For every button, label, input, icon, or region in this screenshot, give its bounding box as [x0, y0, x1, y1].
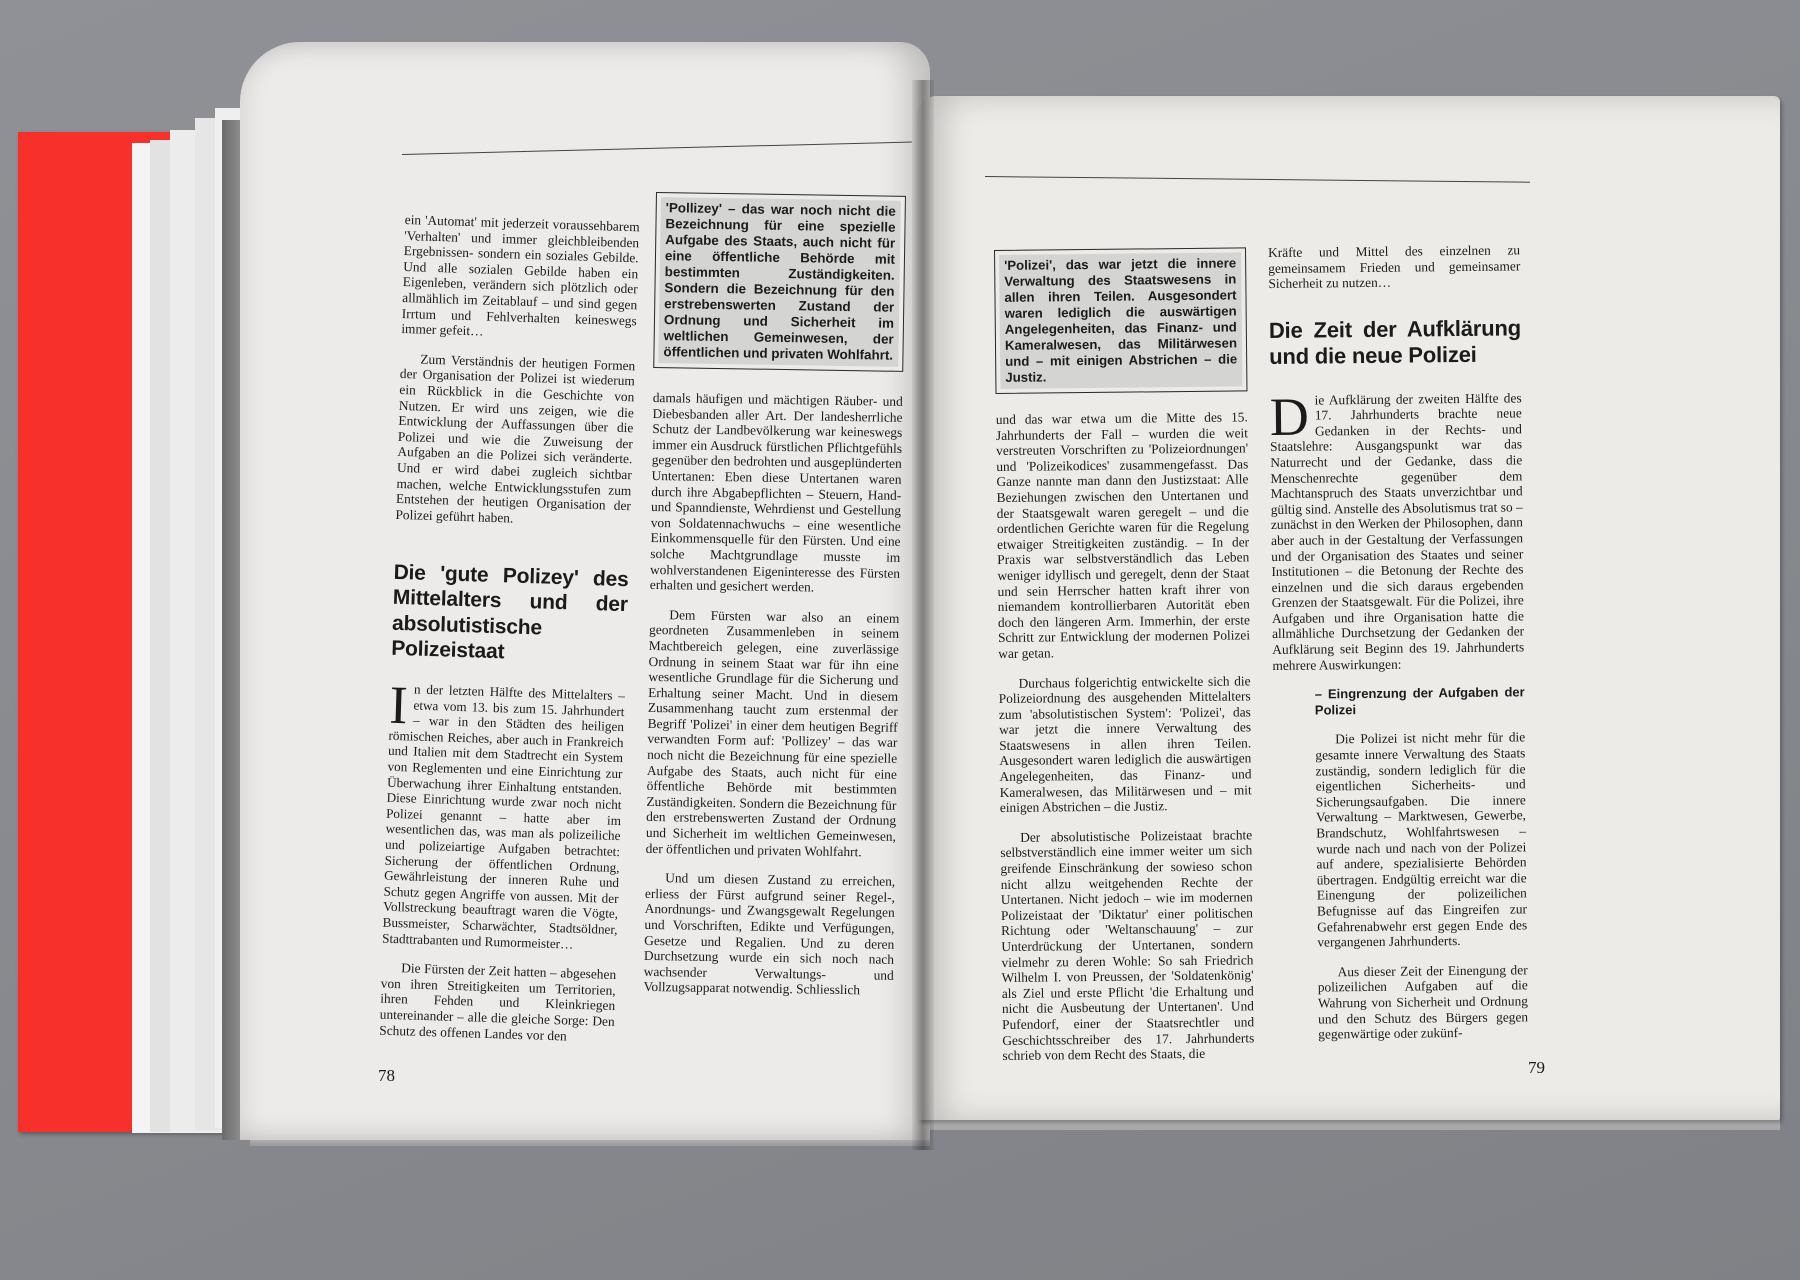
right-column-1 — [994, 247, 1255, 1077]
left-column-2 — [643, 192, 906, 1013]
paragraph: ein 'Automat' mit jederzeit voraussehbarem 'Verhalten' und immer gleichbleibenden Ergebnissen- sondern ein soziales Gebilde. Und alle sozialen Gebilde haben ein Eigenleben, verändern sich plötzlich oder allmählich im Zeitablauf – und sind gegen Irrtum und Fehlverhalten keineswegs immer gefeit… — [401, 212, 640, 339]
paragraph: Die Polizei ist nicht mehr für die gesamte innere Verwaltung des Staats zuständig, sondern lediglich für die eigentlichen Sicherheits- und Sicherungsaufgaben. Die innere Verwaltung – Marktwesen, Gewerbe, Brandschutz, Wohlfahrtswesen – wurde nach und nach von der Polizei auf andere, spezialisierte Behörden übertragen. Endgültig erreicht war die Einengung der polizeilichen Befugnisse auf das Eingreifen zur Gefahrenabwehr erst gegen Ende des vergangenen Jahrhunderts. — [1315, 729, 1528, 950]
paragraph: und das war etwa um die Mitte des 15. Jahrhunderts der Fall – wurden die weit verstreuten Vorschriften zu 'Polizeiordnungen' und 'Polizeikodices' zusammengefasst. Das Ganze nannte man dann den Justizstaat: Alle Beziehungen zwischen den Untertanen und der Staatsgewalt waren geregelt – und die ordentlichen Gerichte waren für die Regelung etwaiger Streitigkeiten zuständig. – In der Praxis war selbstverständlich das Leben weniger idyllisch und geregelt, denn der Staat und sein Herrscher hatten kraft ihrer von niemandem kontrollierbaren Autorität eben doch den längeren Arm. Immerhin, der erste Schritt zur Entwicklung der modernen Polizei war getan. — [995, 409, 1251, 661]
paragraph: I n der letzten Hälfte des Mittelalters – etwa vom 13. bis zum 15. Jahrhundert – war in den Städten des heiligen römischen Reiches, aber auch in Frankreich und Italien mit dem Stadtrecht ein System von Reglementen und eine Einrichtung zur Überwachung ihrer Einhaltung entstanden. Diese Einrichtung wurde zwar noch nicht Polizei genannt – hatte aber im wesentlichen das, was man als polizeiliche und polizeiartige Aufgaben betrachtet: Sicherung der öffentlichen Ordnung, Gewährleistung der inneren Ruhe und Schutz gegen Angriffe von aussen. Mit der Vollstreckung beauftragt waren die Vögte, Bussmeister, Scharwächter, Stadtsöldner, Stadttrabanten und Rumormeister… — [381, 674, 626, 952]
page-number: 79 — [1528, 1058, 1545, 1077]
paragraph: D ie Aufklärung der zweiten Hälfte des 17. Jahrhunderts brachte neue Gedanken in der Rechts- und Staatslehre: Ausgangspunkt war das Naturrecht und der Gedanke, dass die Menschenrechte gegenüber dem Machtanspruch des Staats unverzichtbar und gültig sind. Anstelle des Absolutismus trat so – zunächst in den Werken der Philosophen, dann aber auch in der Gestaltung der Verfassungen und der Organisation des Staates und seiner Institutionen – die Betonung der Rechte des einzelnen und die sich daraus ergebenden Grenzen der Staatsgewalt. Für die Polizei, ihre Aufgaben und ihre Organisation hatte die allmähliche Durchsetzung der Gedanken der Aufklärung seit Beginn des 19. Jahrhunderts mehrere Auswirkungen: — [1269, 386, 1525, 673]
drop-cap: D — [1269, 386, 1310, 447]
paragraph: damals häufigen und mächtigen Räuber- und Diebesbanden aller Art. Der landesherrliche Schutz der Landbevölkerung war keineswegs immer ein Ausdruck fürstlichen Pflichtgefühls gegenüber den bedrohten und ausgeplünderten Untertanen: Eben diese Untertanen waren durch ihre Abgabepflichten – Steuern, Hand- und Spanndienste, Wehrdienst und Gestellung von Soldatennachwuchs – eine wesentliche Einkommensquelle für den Fürsten. Und eine solche Machtgrundlage musste im wohlverstandenen Eigeninteresse des Fürsten erhalten und gesichert werden. — [649, 389, 903, 595]
paragraph: Und um diesen Zustand zu erreichen, erliess der Fürst aufgrund seiner Regel-, Anordnungs- und Zwangsgewalt Regelungen und Vorschriften, Edikte und Verfügungen, Gesetze und Regalien. Und zu deren Durchsetzung wurde ein sich noch nach wachsender Verwaltungs- und Vollzugsapparat notwendig. Schliesslich — [643, 870, 896, 998]
page-number: 78 — [378, 1066, 395, 1085]
paragraph: Kräfte und Mittel des einzelnen zu gemeinsamem Frieden und gemeinsamer Sicherheit zu nutzen… — [1268, 242, 1521, 292]
paragraph: Dem Fürsten war also an einem geordneten Zusammenleben in seinem Machtbereich gelegen, eine zuverlässige Ordnung in seinem Staat war für ihn eine wesentliche Grundlage für die Sicherung und Erhaltung seiner Macht. Und in diesem Zusammenhang taucht zum erstenmal der Begriff 'Polizei' in einer dem heutigen Begriff verwandten Form auf: 'Pollizey' – das war noch nicht die Bezeichnung für eine spezielle Aufgabe des Staats, auch nicht für eine öffentliche Behörde mit bestimmten Zuständigkeiten. Sondern die Bezeichnung für den erstrebenswerten Zustand der Ordnung und Sicherheit im weltlichen Gemeinwesen, der öffentlichen und privaten Wohlfahrt. — [645, 606, 900, 859]
paragraph: Die Fürsten der Zeit hatten – abgesehen von ihren Streitigkeiten um Territorien, ihren Fehden und Kleinkriegen untereinander – alle die gleiche Sorge: Den Schutz des offenen Landes vor den — [379, 960, 617, 1043]
section-heading: Die 'gute Polizey' des Mittelalters und der absolutistische Polizeistaat — [390, 561, 629, 664]
paragraph: Zum Verständnis der heutigen Formen der Organisation der Polizei ist wiederum ein Rückblick in die Geschichte von Nutzen. Er wird uns zeigen, wie die Entwicklung der Auffassungen über die Polizei und wie die Zuweisung der Aufgaben an die Polizei sich veränderte. Und er wird dabei zugleich sichtbar machen, welche Entwicklungsstufen zum Entstehen der heutigen Organisation der Polizei geführt haben. — [395, 351, 636, 526]
indented-block — [1315, 685, 1529, 1043]
section-heading: Die Zeit der Aufklärung und die neue Polizei — [1268, 315, 1522, 370]
right-column-2 — [1268, 242, 1528, 1056]
paragraph: Durchaus folgerichtig entwickelte sich die Polizeiordnung des ausgehenden Mittelalters zum 'absolutistischen System': 'Polizei', das war jetzt die innere Verwaltung des Staatswesens in allen ihren Teilen. Ausgesondert waren lediglich die auswärtigen Angelegenheiten, das Finanz- und Kameralwesen, das Militärwesen und – mit einigen Abstrichen – die Justiz. — [998, 672, 1252, 816]
pull-quote-box: 'Polizei', das war jetzt die innere Verwaltung des Staatswesens in allen ihren Teilen. Ausgesondert waren lediglich die auswärtigen Angelegenheiten, das Finanz- und Kameralwesen, das Militärwesen und – mit einigen Abstrichen – die Justiz. — [994, 247, 1247, 394]
book-gutter — [912, 80, 934, 1150]
subheading: – Eingrenzung der Aufgaben der Polizei — [1314, 684, 1525, 718]
paragraph: Aus dieser Zeit der Einengung der polizeilichen Aufgaben auf die Wahrung von Sicherheit und Ordnung und den Schutz des Bürgers gegen gegenwärtige oder zukünf- — [1317, 962, 1529, 1042]
pull-quote-box: 'Pollizey' – das war noch nicht die Bezeichnung für eine spezielle Aufgabe des Staats, auch nicht für eine öffentliche Behörde mit bestimmten Zuständigkeiten. Sondern die Bezeichnung für den erstrebenswerten Zustand der Ordnung und Sicherheit im weltlichen Gemeinwesen, der öffentlichen und privaten Wohlfahrt. — [653, 192, 906, 372]
drop-cap: I — [388, 674, 409, 736]
paragraph: Der absolutistische Polizeistaat brachte selbstverständlich eine immer weiter um sich greifende Einschränkung der sowieso schon nicht allzu weitgehenden Rechte der Untertanen. Nicht jedoch – wie im modernen Polizeistaat der 'Diktatur' einer politischen Richtung oder 'Weltanschauung' – zur Unterdrückung der Untertanen, sondern vielmehr zu deren Wohle: So sah Friedrich Wilhelm I. von Preussen, der 'Soldatenkönig' als Ziel und erste Pflicht 'die Erhaltung und nicht die Ausbeutung der Untertanen'. Und Pufendorf, einer der Staatsrechtler und Geschichtsschreiber des 17. Jahrhunderts schrieb von dem Recht des Staats, die — [1000, 827, 1255, 1064]
left-column-1 — [379, 212, 640, 1059]
